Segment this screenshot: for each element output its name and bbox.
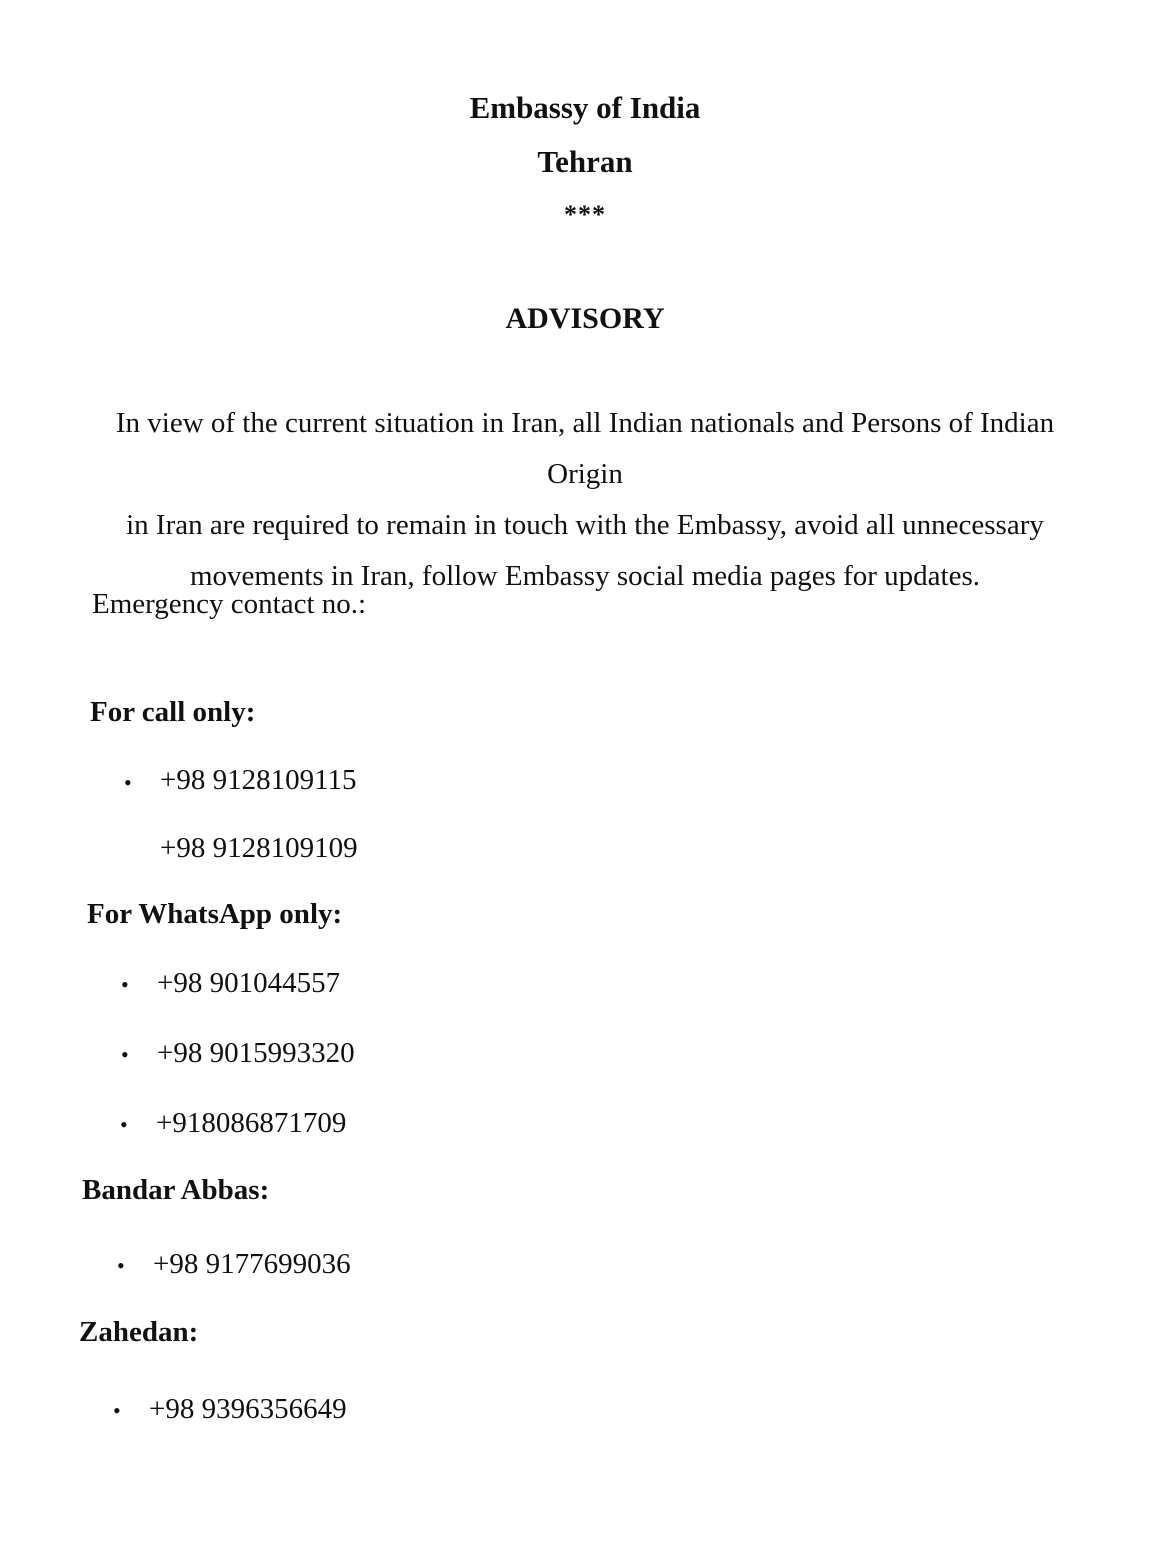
section-title-bandar-abbas: Bandar Abbas: [82, 1174, 270, 1206]
phone-number-whatsapp-2: +98 9015993320 [157, 1037, 355, 1069]
phone-number-bandar-abbas-1: +98 9177699036 [153, 1248, 351, 1280]
bullet-icon: • [121, 972, 129, 997]
advisory-line: in Iran are required to remain in touch with the Embassy, avoid all unnecessary [126, 509, 1044, 541]
advisory-line: In view of the current situation in Iran, all Indian nationals and Persons of Indian Origin [115, 407, 1055, 490]
section-title-zahedan: Zahedan: [79, 1316, 199, 1348]
section-title-call: For call only: [90, 696, 256, 728]
embassy-city: Tehran [537, 144, 633, 179]
bullet-icon: • [121, 1042, 129, 1067]
bullet-icon: • [124, 770, 132, 795]
phone-number-call-1: +98 9128109115 [160, 764, 357, 796]
phone-number-whatsapp-3: +918086871709 [156, 1107, 347, 1139]
phone-number-zahedan-1: +98 9396356649 [149, 1393, 347, 1425]
phone-number-call-2: +98 9128109109 [160, 832, 358, 864]
bullet-icon: • [120, 1112, 128, 1137]
emergency-contact-label: Emergency contact no.: [92, 588, 367, 620]
advisory-text [80, 398, 1090, 602]
bullet-icon: • [113, 1398, 121, 1423]
embassy-name: Embassy of India [469, 90, 701, 125]
separator-stars: *** [564, 200, 606, 229]
bullet-icon: • [117, 1253, 125, 1278]
advisory-title: ADVISORY [505, 302, 665, 335]
phone-number-whatsapp-1: +98 901044557 [157, 967, 341, 999]
advisory-line: movements in Iran, follow Embassy social media pages for updates. [189, 560, 981, 592]
section-title-whatsapp: For WhatsApp only: [87, 898, 343, 930]
